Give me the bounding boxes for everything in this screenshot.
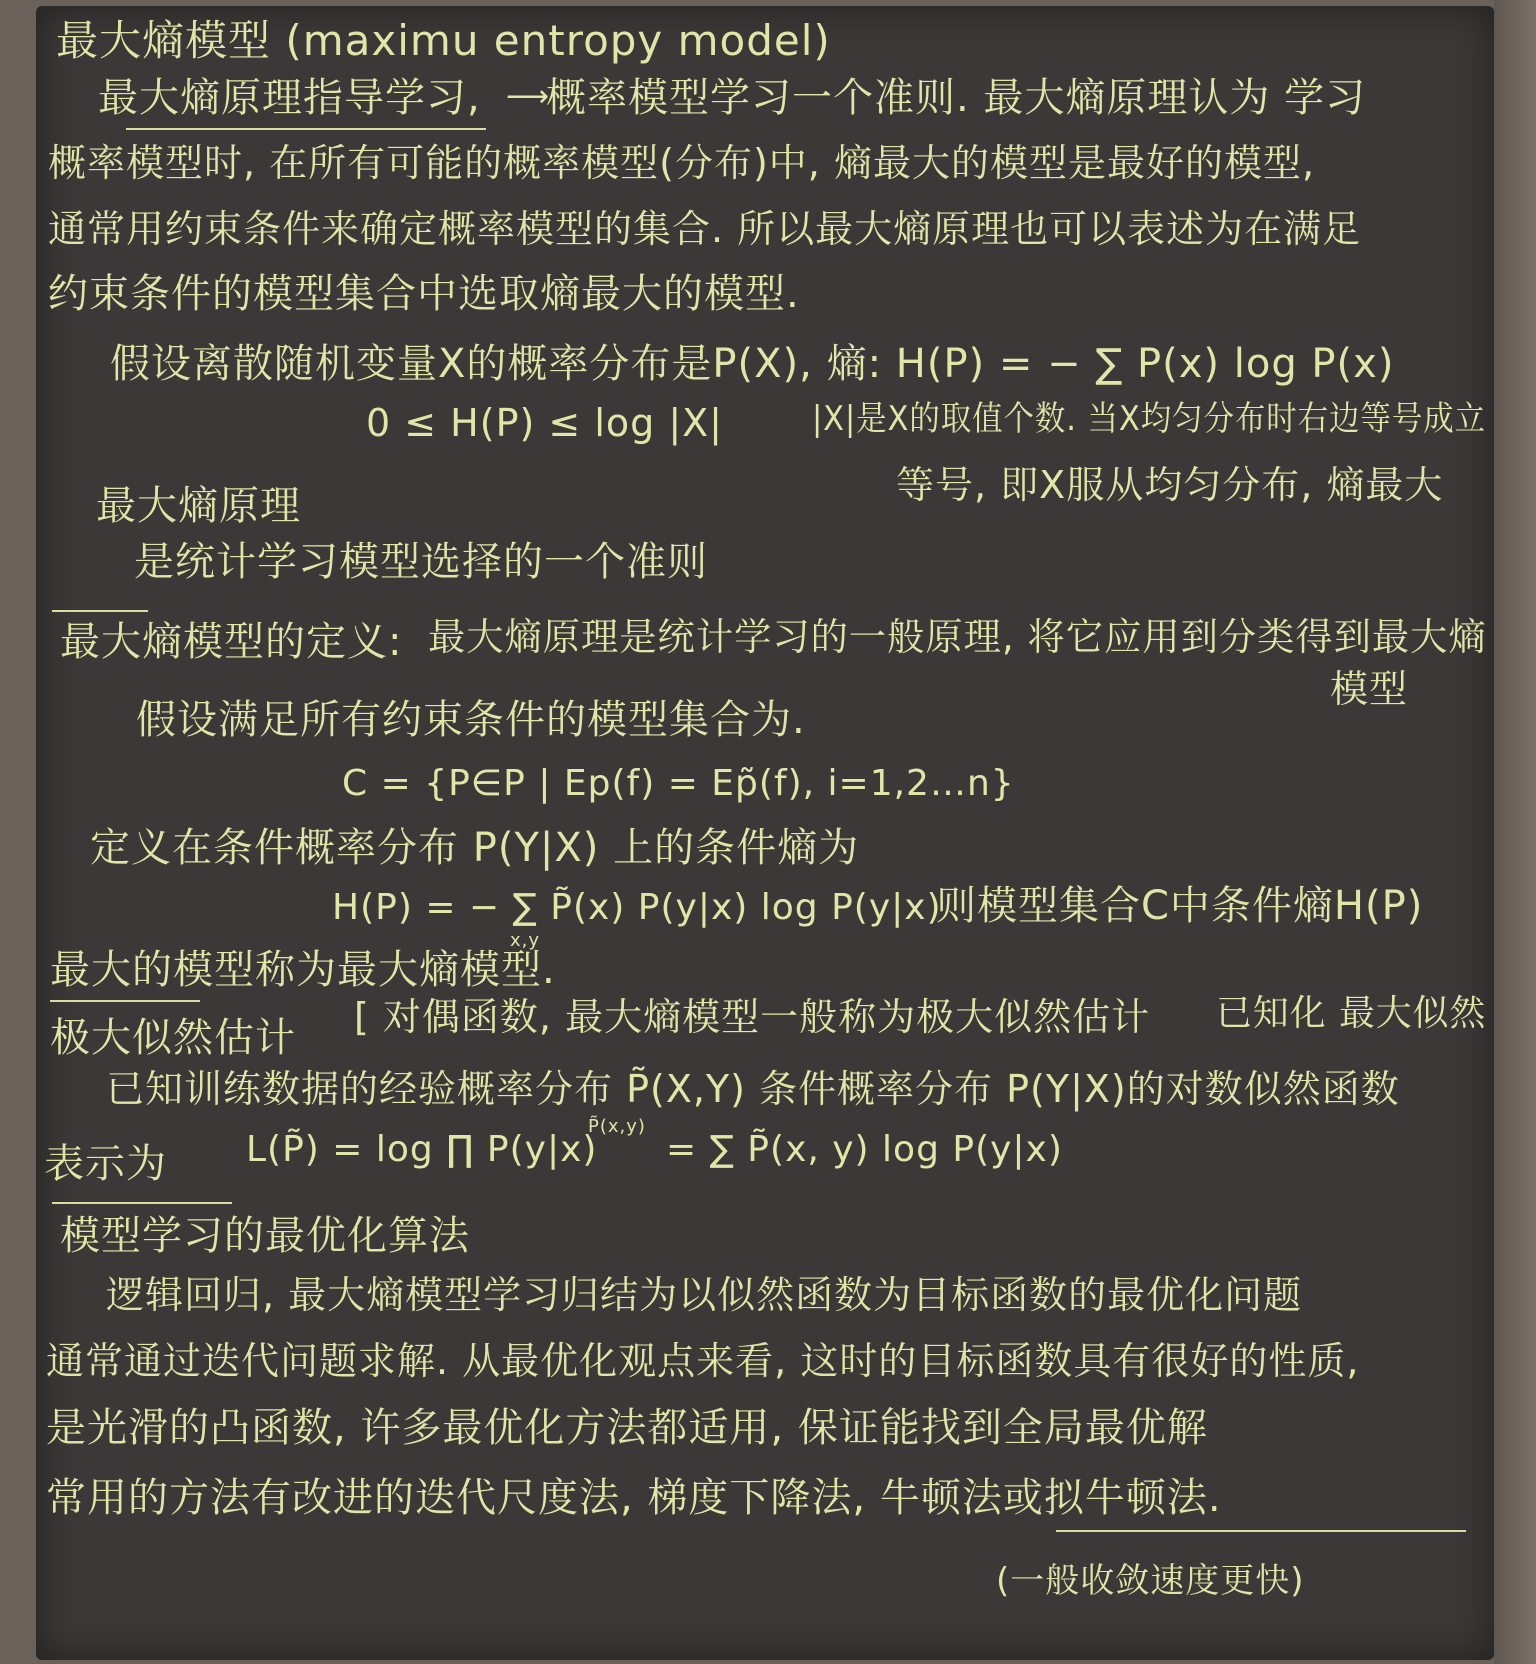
entropy-note-1: |X|是X的取值个数. 当X均匀分布时右边等号成立 [812, 399, 1487, 439]
mle-heading: 极大似然估计 [50, 1015, 296, 1061]
page-title: 最大熵模型 (maximu entropy model) [56, 16, 831, 65]
definition-cond: 定义在条件概率分布 P(Y|X) 上的条件熵为 [90, 825, 860, 871]
underline-definition-final [50, 1000, 200, 1002]
intro-line-1a: 最大熵原理指导学习, [98, 75, 481, 121]
definition-text-a: 最大熵原理是统计学习的一般原理, 将它应用到分类得到最大熵 [428, 615, 1487, 659]
intro-line-4: 约束条件的模型集合中选取熵最大的模型. [48, 271, 800, 317]
section-mark-definition [52, 610, 148, 612]
board-frame-edge [1494, 0, 1536, 1664]
optimization-line-5: (一般收敛速度更快) [996, 1561, 1305, 1601]
principle-text: 是统计学习模型选择的一个准则 [134, 539, 708, 585]
definition-cond-tail: 则模型集合C中条件熵H(P) [936, 883, 1424, 929]
definition-cond-formula-sub: x,y [510, 930, 541, 951]
mle-line-3c: = ∑ P̃(x, y) log P(y|x) [666, 1129, 1063, 1170]
mle-bracket-right: 已知化 最大似然 [1216, 993, 1487, 1034]
arrow-icon: ⟶ [506, 79, 551, 114]
mle-line-2: 已知训练数据的经验概率分布 P̃(X,Y) 条件概率分布 P(Y|X)的对数似然函数 [106, 1067, 1400, 1111]
definition-heading: 最大熵模型的定义: [60, 619, 403, 665]
definition-assume: 假设满足所有约束条件的模型集合为. [136, 697, 806, 743]
optimization-line-2: 通常通过迭代问题求解. 从最优化观点来看, 这时的目标函数具有很好的性质, [46, 1339, 1360, 1383]
underline-intro [126, 128, 486, 130]
optimization-line-4: 常用的方法有改进的迭代尺度法, 梯度下降法, 牛顿法或拟牛顿法. [46, 1475, 1222, 1521]
mle-line-3-sup: P̃(x,y) [588, 1116, 646, 1137]
intro-line-1b: 概率模型学习一个准则. 最大熵原理认为 学习 [546, 75, 1367, 121]
underline-newton [1056, 1530, 1466, 1532]
definition-formula: C = {P∈P | Ep(f) = Ep̃(f), i=1,2…n} [342, 763, 1015, 804]
mle-line-3a: 表示为 [44, 1141, 167, 1187]
entropy-assume: 假设离散随机变量X的概率分布是P(X), 熵: H(P) = − ∑ P(x) log P(x) [110, 341, 1395, 387]
definition-text-b: 模型 [1330, 667, 1409, 711]
entropy-note-2: 等号, 即X服从均匀分布, 熵最大 [896, 463, 1444, 507]
definition-cond-formula: H(P) = − ∑ P̃(x) P(y|x) log P(y|x) [332, 887, 942, 928]
mle-bracket: [ 对偶函数, 最大熵模型一般称为极大似然估计 [354, 995, 1151, 1039]
intro-line-3: 通常用约束条件来确定概率模型的集合. 所以最大熵原理也可以表述为在满足 [48, 207, 1362, 251]
section-mark-optimization [52, 1202, 232, 1204]
mle-line-3b: L(P̃) = log ∏ P(y|x) [246, 1129, 598, 1170]
definition-final: 最大的模型称为最大熵模型. [50, 947, 556, 993]
principle-heading: 最大熵原理 [96, 483, 301, 529]
intro-line-2: 概率模型时, 在所有可能的概率模型(分布)中, 熵最大的模型是最好的模型, [48, 141, 1316, 185]
optimization-line-3: 是光滑的凸函数, 许多最优化方法都适用, 保证能找到全局最优解 [46, 1405, 1208, 1451]
handwriting-board [36, 6, 1494, 1660]
entropy-bound: 0 ≤ H(P) ≤ log |X| [366, 401, 723, 445]
optimization-line-1: 逻辑回归, 最大熵模型学习归结为以似然函数为目标函数的最优化问题 [106, 1273, 1303, 1317]
optimization-heading: 模型学习的最优化算法 [60, 1213, 470, 1259]
